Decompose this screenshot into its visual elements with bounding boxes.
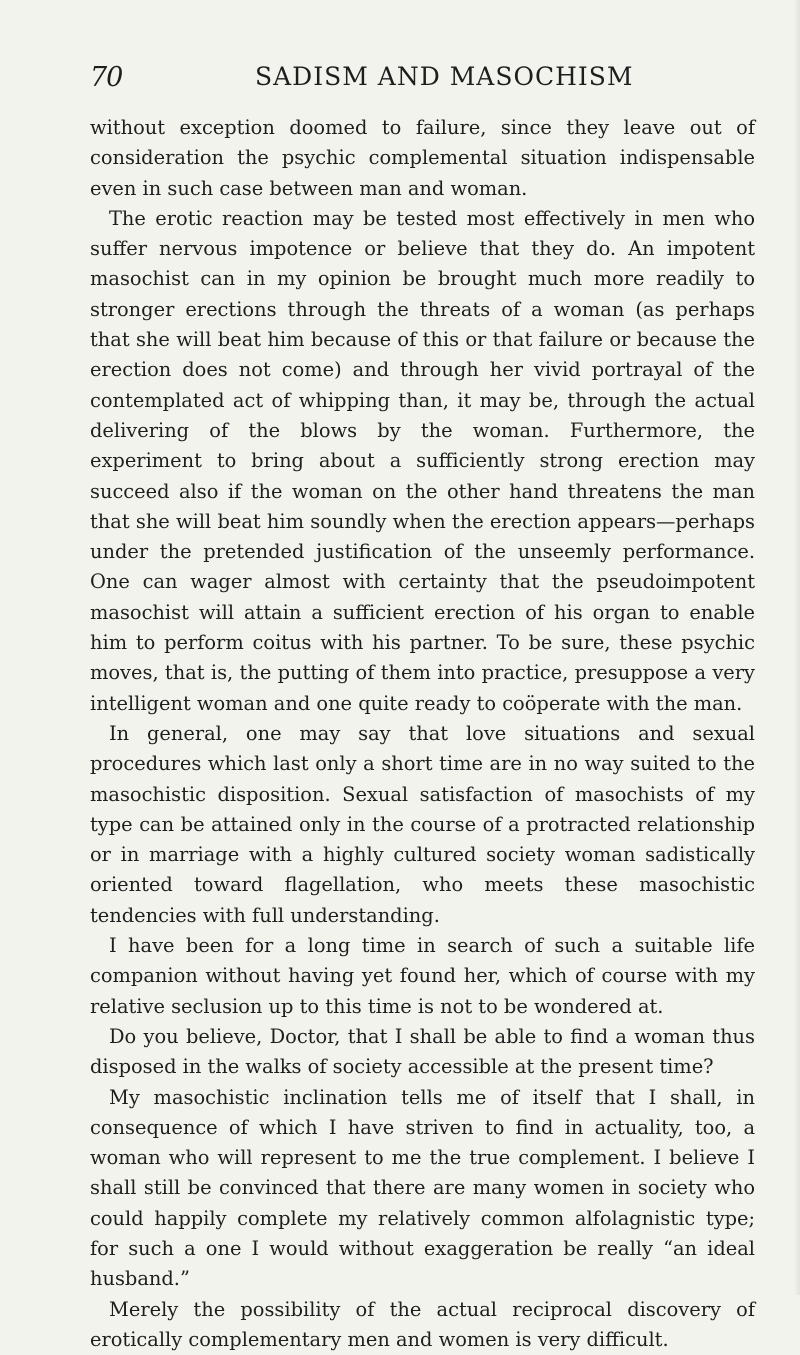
paragraph: My masochistic inclination tells me of itself that I shall, in consequence of which I have striven to find in actuality, too, a woman who will represent to me the true complement. I believe I shall still be convinced that there are many women in society who could happily complete my relatively common alfolagnistic type; for such a one I would without exaggeration be really “an ideal husband.” — [90, 1085, 755, 1291]
page-edge-shadow — [794, 0, 800, 1295]
paragraph: In general, one may say that love situations and sexual procedures which last only a short time are in no way suited to the masochistic disposition. Sexual satisfaction of masochists of my type can be attained only in the course of a protracted relationship or in marriage with a highly cultured society woman sadistically oriented toward flagellation, who meets these masochistic tendencies with full understanding. — [90, 721, 755, 927]
body-text — [90, 113, 755, 1355]
paragraph: Merely the possibility of the actual reciprocal discovery of erotically complementary men and women is very difficult. — [90, 1297, 755, 1351]
paragraph: without exception doomed to failure, since they leave out of consideration the psychic complemental situation indispensable even in such case between man and woman. — [90, 116, 755, 200]
page-number: 70 — [90, 62, 123, 93]
paragraph: I have been for a long time in search of such a suitable life companion without having yet found her, which of course with my relative seclusion up to this time is not to be wondered at. — [90, 934, 755, 1018]
paragraph: Do you believe, Doctor, that I shall be able to find a woman thus disposed in the walks of society accessible at the present time? — [90, 1024, 755, 1079]
running-head: SADISM AND MASOCHISM — [255, 62, 634, 91]
paragraph: The erotic reaction may be tested most effectively in men who suffer nervous impotence or believe that they do. An impotent masochist can in my opinion be brought much more readily to stronger erections through the threats of a woman (as perhaps that she will beat him because of this or that failure or because the erection does not come) and through her vivid portrayal of the contemplated act of whipping than, it may be, through the actual delivering of the blows by the woman. Furthermore, the experiment to bring about a sufficiently strong erection may succeed also if the woman on the other hand threatens the man that she will beat him soundly when the erection appears—perhaps under the pretended justification of the unseemly performance. One can wager almost with certainty that the pseudoimpotent masochist will attain a sufficient erection of his organ to enable him to perform coitus with his partner. To be sure, these psychic moves, that is, the putting of them into practice, presuppose a very intelligent woman and one quite ready to coöperate with the man. — [90, 206, 755, 715]
page-header — [90, 62, 760, 102]
